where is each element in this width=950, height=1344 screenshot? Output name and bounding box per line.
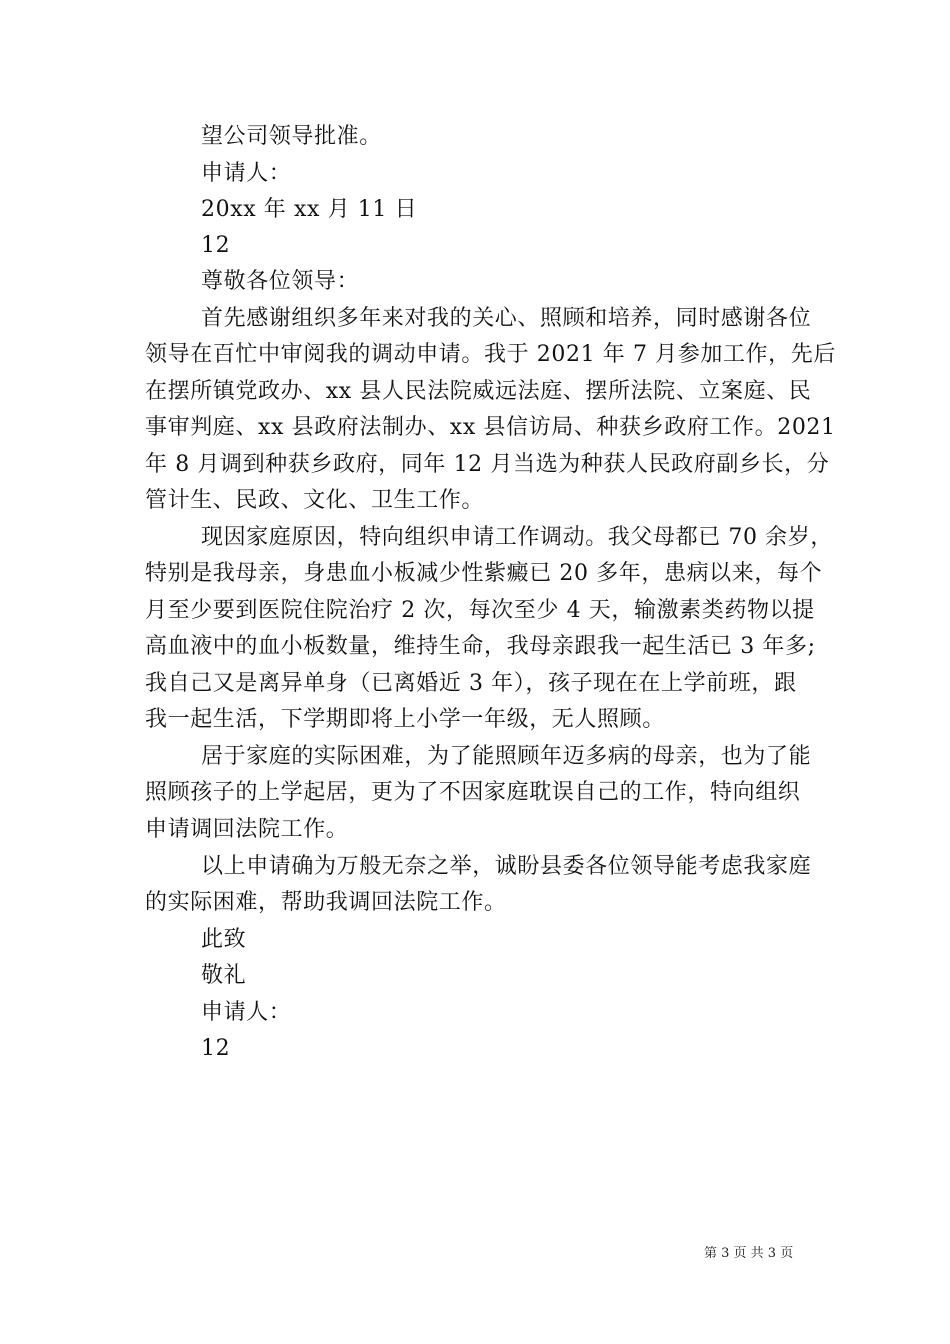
page-number-footer: 第 3 页 共 3 页 <box>704 1246 794 1261</box>
text-line: 申请调回法院工作。 <box>145 817 349 842</box>
text-line: 在摆所镇党政办、xx 县人民法院威远法庭、摆所法院、立案庭、民 <box>145 379 812 404</box>
text-line: 领导在百忙中审阅我的调动申请。我于 2021 年 7 月参加工作，先后 <box>145 342 836 367</box>
text-line: 敬礼 <box>201 963 247 988</box>
text-line: 首先感谢组织多年来对我的关心、照顾和培养，同时感谢各位 <box>201 306 812 331</box>
text-line: 12 <box>201 233 231 258</box>
text-line: 我自己又是离异单身（已离婚近 3 年），孩子现在在上学前班，跟 <box>145 671 797 696</box>
text-line: 管计生、民政、文化、卫生工作。 <box>145 488 485 513</box>
text-line: 年 8 月调到种获乡政府，同年 12 月当选为种获人民政府副乡长，分 <box>145 452 830 477</box>
text-line: 我一起生活，下学期即将上小学一年级，无人照顾。 <box>145 707 665 732</box>
text-line: 20xx 年 xx 月 11 日 <box>201 197 418 222</box>
text-line: 申请人： <box>201 161 292 186</box>
text-line: 月至少要到医院住院治疗 2 次，每次至少 4 天，输激素类药物以提 <box>145 598 815 623</box>
text-line: 尊敬各位领导： <box>201 269 360 294</box>
text-line: 现因家庭原因，特向组织申请工作调动。我父母都已 70 余岁， <box>201 525 833 550</box>
text-line: 居于家庭的实际困难，为了能照顾年迈多病的母亲，也为了能 <box>201 744 812 769</box>
text-line: 此致 <box>201 927 247 952</box>
text-line: 照顾孩子的上学起居，更为了不因家庭耽误自己的工作，特向组织 <box>145 780 801 805</box>
text-line: 望公司领导批准。 <box>201 124 382 149</box>
text-line: 特别是我母亲，身患血小板减少性紫癜已 20 多年，患病以来，每个 <box>145 561 823 586</box>
text-line: 申请人： <box>201 1000 292 1025</box>
text-line: 12 <box>201 1036 231 1061</box>
text-line: 的实际困难，帮助我调回法院工作。 <box>145 890 507 915</box>
text-line: 高血液中的血小板数量，维持生命，我母亲跟我一起生活已 3 年多; <box>145 634 816 659</box>
text-line: 事审判庭、xx 县政府法制办、xx 县信访局、种获乡政府工作。2021 <box>145 415 836 440</box>
text-line: 以上申请确为万般无奈之举，诚盼县委各位领导能考虑我家庭 <box>201 854 812 879</box>
